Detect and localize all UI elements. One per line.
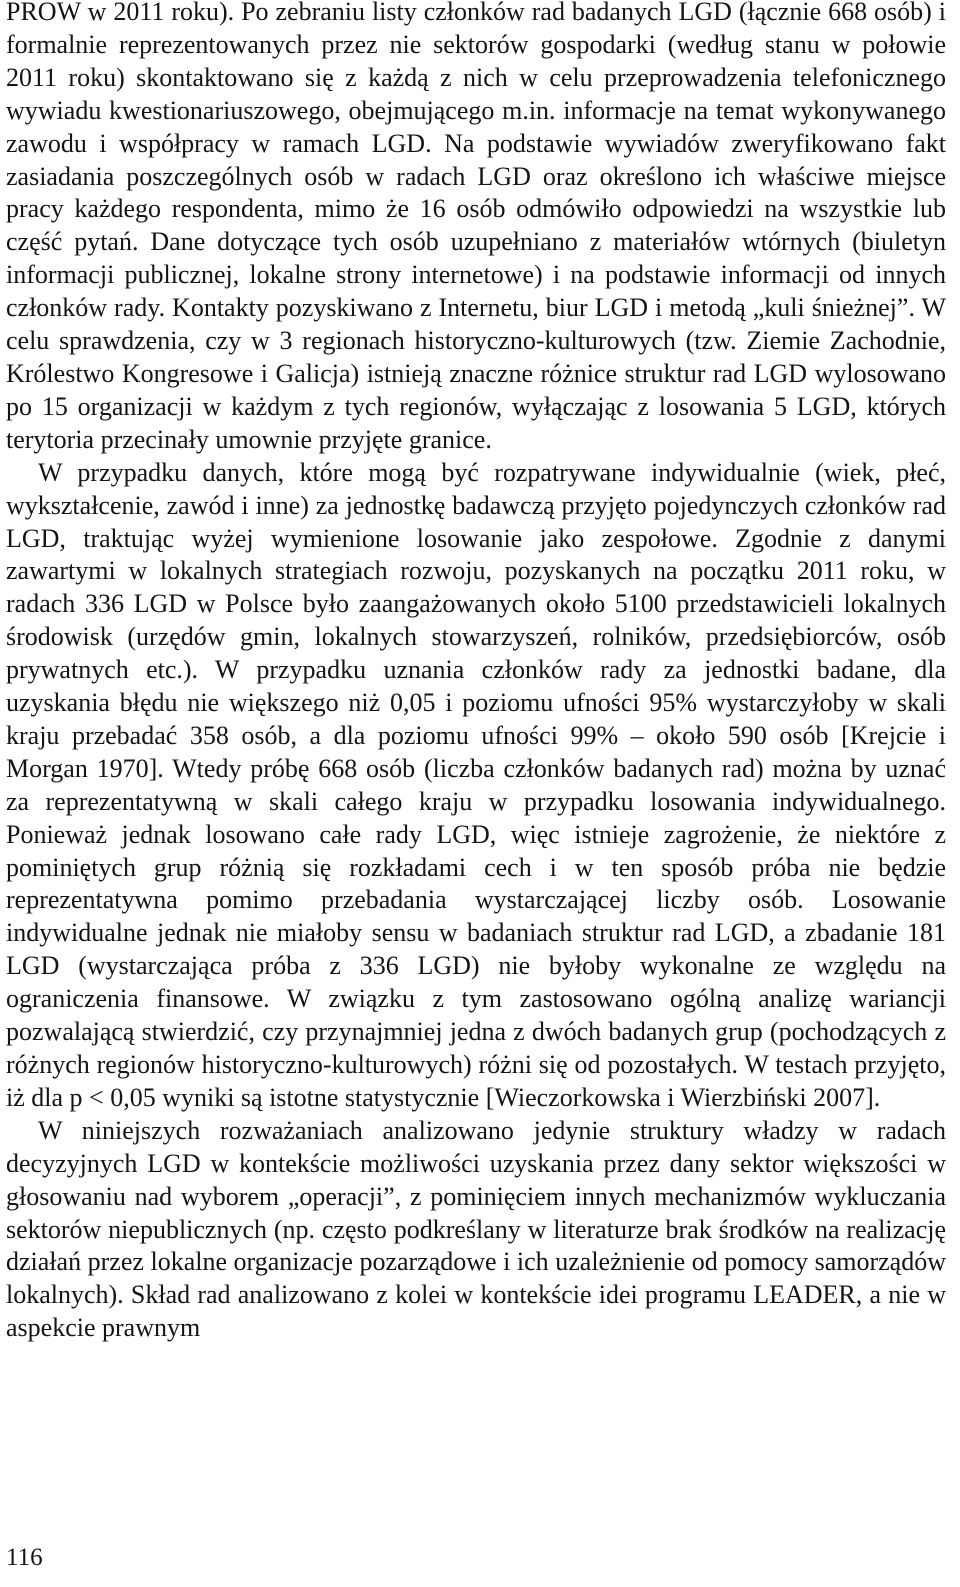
paragraph-continuation: PROW w 2011 roku). Po zebraniu listy członków rad badanych LGD (łącznie 668 osób) i formalnie reprezentowanych przez nie sektorów gospodarki (według stanu w połowie 2011 roku) skontaktowano się z każdą z nich w celu przeprowadzenia telefonicznego wywiadu kwestionariuszowego, obejmującego m.in. informacje na temat wykonywanego zawodu i współpracy w ramach LGD. Na podstawie wywiadów zweryfikowano fakt zasiadania poszczególnych osób w radach LGD oraz określono ich właściwe miejsce pracy każdego respondenta, mimo że 16 osób odmówiło odpowiedzi na wszystkie lub część pytań. Dane dotyczące tych osób uzupełniano z materiałów wtórnych (biuletyn informacji publicznej, lokalne strony internetowe) i na podstawie informacji od innych członków rady. Kontakty pozyskiwano z Internetu, biur LGD i metodą „kuli śnieżnej”. W celu sprawdzenia, czy w 3 regionach historyczno-kulturowych (tzw. Ziemie Zachodnie, Królestwo Kongresowe i Galicja) istnieją znaczne różnice struktur rad LGD wylosowano po 15 organizacji w każdym z tych regionów, wyłączając z losowania 5 LGD, których terytoria przecinały umownie przyjęte granice.	[6, 0, 946, 454]
paragraph-power-structures: W niniejszych rozważaniach analizowano jedynie struktury władzy w radach decyzyjnych LGD w kontekście możliwości uzyskania przez dany sektor większości w głosowaniu nad wyborem „operacji”, z pominięciem innych mechanizmów wykluczania sektorów niepublicznych (np. często podkreślany w literaturze brak środków na realizację działań przez lokalne organizacje pozarządowe i ich uzależnienie od pomocy samorządów lokalnych). Skład rad analizowano z kolei w kontekście idei programu LEADER, a nie w aspekcie prawnym	[6, 1115, 946, 1343]
paragraph-sampling: W przypadku danych, które mogą być rozpatrywane indywidualnie (wiek, płeć, wykształcenie, zawód i inne) za jednostkę badawczą przyjęto pojedynczych członków rad LGD, traktując wyżej wymienione losowanie jako zespołowe. Zgodnie z danymi zawartymi w lokalnych strategiach rozwoju, pozyskanych na początku 2011 roku, w radach 336 LGD w Polsce było zaangażowanych około 5100 przedstawicieli lokalnych środowisk (urzędów gmin, lokalnych stowarzyszeń, rolników, przedsiębiorców, osób prywatnych etc.). W przypadku uznania członków rady za jednostki badane, dla uzyskania błędu nie większego niż 0,05 i poziomu ufności 95% wystarczyłoby w skali kraju przebadać 358 osób, a dla poziomu ufności 99% – około 590 osób [Krejcie i Morgan 1970]. Wtedy próbę 668 osób (liczba członków badanych rad) można by uznać za reprezentatywną w skali całego kraju w przypadku losowania indywidualnego. Ponieważ jednak losowano całe rady LGD, więc istnieje zagrożenie, że niektóre z pominiętych grup różnią się rozkładami cech i w ten sposób próba nie będzie reprezentatywna pomimo przebadania wystarczającej liczby osób. Losowanie indywidualne jednak nie miałoby sensu w badaniach struktur rad LGD, a zbadanie 181 LGD (wystarczająca próba z 336 LGD) nie byłoby wykonalne ze względu na ograniczenia finansowe. W związku z tym zastosowano ogólną analizę wariancji pozwalającą stwierdzić, czy przynajmniej jedna z dwóch badanych grup (pochodzących z różnych regionów historyczno-kulturowych) różni się od pozostałych. W testach przyjęto, iż dla p < 0,05 wyniki są istotne statystycznie [Wieczorkowska i Wierzbiński 2007].	[6, 457, 946, 1112]
page-number: 116	[6, 1544, 43, 1571]
document-page	[6, 0, 946, 1345]
